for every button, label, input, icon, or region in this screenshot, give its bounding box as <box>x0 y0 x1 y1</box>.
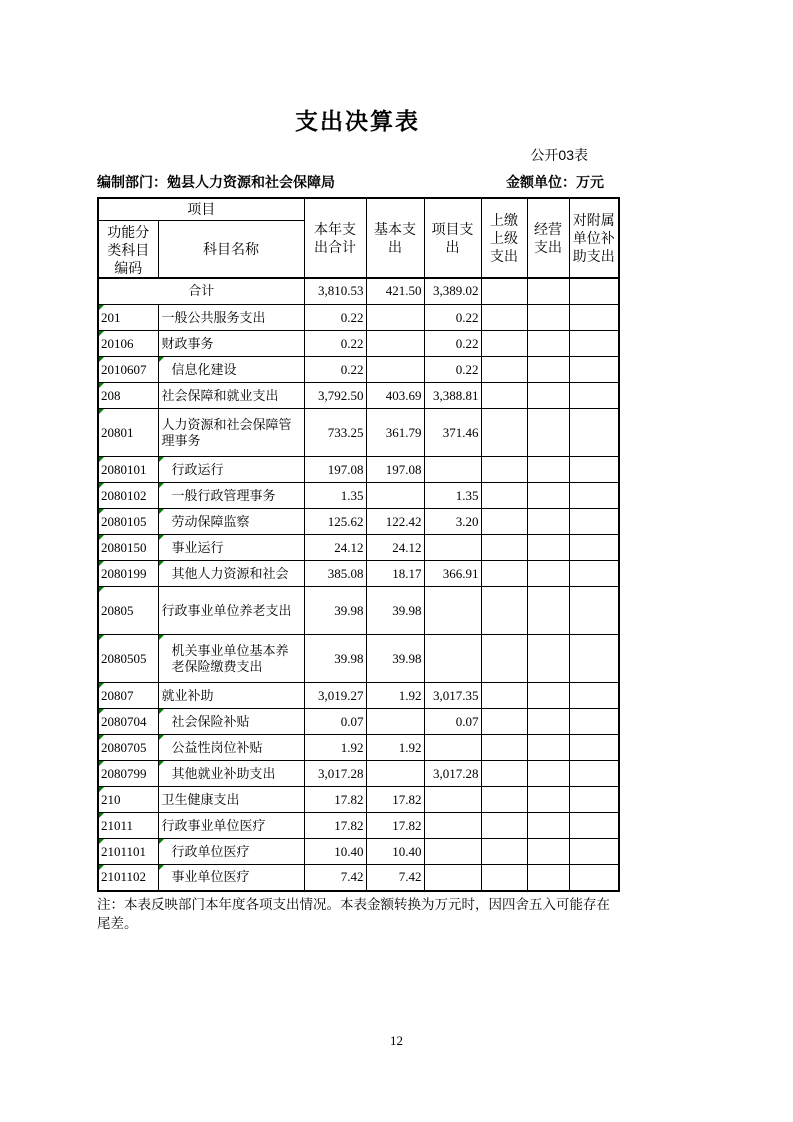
subject-name-cell <box>158 457 304 483</box>
cell-corner-marker-icon <box>159 709 164 714</box>
affiliated-cell <box>569 839 619 865</box>
subject-code-cell <box>98 813 158 839</box>
table-row <box>98 839 619 865</box>
basic-cell <box>366 357 424 383</box>
cell-corner-marker-icon <box>99 331 104 336</box>
table-row <box>98 561 619 587</box>
cell-corner-marker-icon <box>99 357 104 362</box>
project-cell: 0.22 <box>424 305 481 331</box>
operating-cell <box>527 535 569 561</box>
project-cell <box>424 535 481 561</box>
table-row <box>98 761 619 787</box>
basic-cell: 17.82 <box>366 787 424 813</box>
subject-code-cell <box>98 409 158 457</box>
subject-name: 公益性岗位补贴 <box>171 739 263 755</box>
basic-cell <box>366 709 424 735</box>
project-cell <box>424 635 481 683</box>
cell-corner-marker-icon <box>99 865 104 870</box>
table-row <box>98 813 619 839</box>
upper-cell <box>481 787 527 813</box>
subject-code-cell <box>98 331 158 357</box>
cell-corner-marker-icon <box>159 635 164 640</box>
basic-cell: 1.92 <box>366 735 424 761</box>
expenditure-table <box>97 197 620 892</box>
table-row <box>98 683 619 709</box>
table-row <box>98 587 619 635</box>
basic-cell <box>366 331 424 357</box>
year-total-cell: 39.98 <box>304 587 366 635</box>
subject-name: 事业运行 <box>171 539 224 555</box>
cell-corner-marker-icon <box>99 813 104 818</box>
subject-name-cell <box>158 383 304 409</box>
header-subject-name: 科目名称 <box>158 220 304 278</box>
subject-name: 其他人力资源和社会 <box>171 565 289 581</box>
year-total-cell: 17.82 <box>304 787 366 813</box>
subject-code-cell <box>98 457 158 483</box>
project-cell <box>424 839 481 865</box>
subject-name: 行政事业单位养老支出 <box>161 602 292 618</box>
subject-name: 行政运行 <box>171 461 224 477</box>
subject-code-cell <box>98 683 158 709</box>
subject-name-cell <box>158 483 304 509</box>
affiliated-cell <box>569 683 619 709</box>
subject-name: 信息化建设 <box>171 361 237 377</box>
upper-cell <box>481 561 527 587</box>
operating-cell <box>527 483 569 509</box>
cell-corner-marker-icon <box>99 683 104 688</box>
affiliated-cell <box>569 813 619 839</box>
total-affiliated-cell <box>569 278 619 305</box>
subject-name-cell <box>158 635 304 683</box>
operating-cell <box>527 865 569 891</box>
upper-cell <box>481 839 527 865</box>
affiliated-cell <box>569 635 619 683</box>
upper-cell <box>481 409 527 457</box>
project-cell: 3.20 <box>424 509 481 535</box>
cell-corner-marker-icon <box>99 735 104 740</box>
total-label-cell: 合计 <box>98 278 304 305</box>
year-total-cell: 3,019.27 <box>304 683 366 709</box>
operating-cell <box>527 305 569 331</box>
table-row <box>98 509 619 535</box>
basic-cell: 1.92 <box>366 683 424 709</box>
subject-code: 208 <box>101 387 121 403</box>
year-total-cell: 3,792.50 <box>304 383 366 409</box>
cell-corner-marker-icon <box>99 587 104 592</box>
table-row <box>98 305 619 331</box>
upper-cell <box>481 709 527 735</box>
affiliated-cell <box>569 787 619 813</box>
upper-cell <box>481 635 527 683</box>
total-operating-cell <box>527 278 569 305</box>
subject-code: 2010607 <box>101 361 147 377</box>
upper-cell <box>481 587 527 635</box>
subject-code-cell <box>98 305 158 331</box>
cell-corner-marker-icon <box>99 457 104 462</box>
subject-name: 社会保险补贴 <box>171 713 250 729</box>
year-total-cell: 0.07 <box>304 709 366 735</box>
subject-code: 2080150 <box>101 539 147 555</box>
header-operating-expenditure: 经营支出 <box>527 198 569 278</box>
subject-code: 2101102 <box>101 869 147 885</box>
affiliated-cell <box>569 761 619 787</box>
affiliated-cell <box>569 561 619 587</box>
meta-row <box>97 172 618 192</box>
subject-name-cell <box>158 587 304 635</box>
subject-name-cell <box>158 787 304 813</box>
basic-cell: 17.82 <box>366 813 424 839</box>
year-total-cell: 10.40 <box>304 839 366 865</box>
subject-code: 20106 <box>101 335 134 351</box>
subject-code: 2080101 <box>101 461 147 477</box>
cell-corner-marker-icon <box>99 635 104 640</box>
affiliated-cell <box>569 509 619 535</box>
basic-cell: 39.98 <box>366 635 424 683</box>
basic-cell <box>366 483 424 509</box>
operating-cell <box>527 683 569 709</box>
basic-cell: 122.42 <box>366 509 424 535</box>
subject-name: 行政单位医疗 <box>171 843 250 859</box>
affiliated-cell <box>569 483 619 509</box>
header-affiliated-subsidy: 对附属单位补助支出 <box>569 198 619 278</box>
subject-name: 人力资源和社会保障管理事务 <box>161 416 292 448</box>
page-number: 12 <box>390 1033 403 1048</box>
subject-code: 2080799 <box>101 765 147 781</box>
project-cell <box>424 787 481 813</box>
year-total-cell: 0.22 <box>304 331 366 357</box>
header-project-expenditure: 项目支出 <box>424 198 481 278</box>
subject-code: 210 <box>101 791 121 807</box>
cell-corner-marker-icon <box>99 305 104 310</box>
subject-name-cell <box>158 357 304 383</box>
operating-cell <box>527 409 569 457</box>
operating-cell <box>527 383 569 409</box>
affiliated-cell <box>569 709 619 735</box>
subject-name: 卫生健康支出 <box>161 791 240 807</box>
subject-code-cell <box>98 761 158 787</box>
table-row <box>98 357 619 383</box>
subject-code-cell <box>98 735 158 761</box>
basic-cell: 39.98 <box>366 587 424 635</box>
cell-corner-marker-icon <box>159 839 164 844</box>
footnote: 注：本表反映部门本年度各项支出情况。本表金额转换为万元时，因四舍五入可能存在尾差。 <box>97 896 610 931</box>
subject-code-cell <box>98 357 158 383</box>
project-cell <box>424 813 481 839</box>
year-total-cell: 3,017.28 <box>304 761 366 787</box>
year-total-cell: 0.22 <box>304 305 366 331</box>
project-cell: 1.35 <box>424 483 481 509</box>
upper-cell <box>481 483 527 509</box>
year-total-cell: 17.82 <box>304 813 366 839</box>
upper-cell <box>481 535 527 561</box>
subject-code: 2080704 <box>101 713 147 729</box>
affiliated-cell <box>569 735 619 761</box>
subject-name: 其他就业补助支出 <box>171 765 276 781</box>
operating-cell <box>527 813 569 839</box>
subject-name: 就业补助 <box>161 687 214 703</box>
subject-name-cell <box>158 735 304 761</box>
operating-cell <box>527 331 569 357</box>
total-upper-cell <box>481 278 527 305</box>
table-row <box>98 409 619 457</box>
subject-code: 2080102 <box>101 487 147 503</box>
total-basic-cell: 421.50 <box>366 278 424 305</box>
subject-code-cell <box>98 509 158 535</box>
table-row <box>98 331 619 357</box>
cell-corner-marker-icon <box>159 509 164 514</box>
project-cell: 3,017.28 <box>424 761 481 787</box>
document-content <box>97 0 618 933</box>
header-basic-expenditure: 基本支出 <box>366 198 424 278</box>
subject-code-cell <box>98 383 158 409</box>
total-year-total-cell: 3,810.53 <box>304 278 366 305</box>
table-row <box>98 787 619 813</box>
form-number-label: 公开03表 <box>530 147 588 163</box>
upper-cell <box>481 457 527 483</box>
subject-code-cell <box>98 635 158 683</box>
subject-name-cell <box>158 509 304 535</box>
upper-cell <box>481 735 527 761</box>
upper-cell <box>481 357 527 383</box>
subject-name-cell <box>158 709 304 735</box>
cell-corner-marker-icon <box>99 535 104 540</box>
project-cell: 3,017.35 <box>424 683 481 709</box>
cell-corner-marker-icon <box>159 735 164 740</box>
project-cell <box>424 865 481 891</box>
amount-unit-label: 金额单位：万元 <box>506 174 604 190</box>
subject-name: 社会保障和就业支出 <box>161 387 279 403</box>
subject-name: 劳动保障监察 <box>171 513 250 529</box>
subject-name: 一般行政管理事务 <box>171 487 276 503</box>
table-header <box>98 198 619 278</box>
upper-cell <box>481 813 527 839</box>
subject-name-cell <box>158 865 304 891</box>
subject-name-cell <box>158 761 304 787</box>
total-row <box>98 278 619 305</box>
year-total-cell: 39.98 <box>304 635 366 683</box>
subject-code: 2080505 <box>101 650 147 666</box>
subject-name-cell <box>158 683 304 709</box>
affiliated-cell <box>569 457 619 483</box>
subject-name-cell <box>158 535 304 561</box>
operating-cell <box>527 587 569 635</box>
subject-code: 2080705 <box>101 739 147 755</box>
cell-corner-marker-icon <box>99 561 104 566</box>
project-cell: 0.07 <box>424 709 481 735</box>
page-title: 支出决算表 <box>295 108 420 134</box>
operating-cell <box>527 457 569 483</box>
affiliated-cell <box>569 357 619 383</box>
operating-cell <box>527 787 569 813</box>
header-year-total: 本年支出合计 <box>304 198 366 278</box>
cell-corner-marker-icon <box>159 357 164 362</box>
operating-cell <box>527 839 569 865</box>
subject-name: 行政事业单位医疗 <box>161 817 266 833</box>
header-project-group: 项目 <box>98 198 304 220</box>
cell-corner-marker-icon <box>159 483 164 488</box>
basic-cell: 18.17 <box>366 561 424 587</box>
cell-corner-marker-icon <box>159 761 164 766</box>
cell-corner-marker-icon <box>159 561 164 566</box>
operating-cell <box>527 761 569 787</box>
table-row <box>98 735 619 761</box>
total-project-cell: 3,389.02 <box>424 278 481 305</box>
operating-cell <box>527 635 569 683</box>
subject-code-cell <box>98 787 158 813</box>
subject-code-cell <box>98 865 158 891</box>
basic-cell: 10.40 <box>366 839 424 865</box>
cell-corner-marker-icon <box>159 535 164 540</box>
subject-name: 事业单位医疗 <box>171 869 250 885</box>
project-cell: 0.22 <box>424 357 481 383</box>
basic-cell: 197.08 <box>366 457 424 483</box>
cell-corner-marker-icon <box>99 509 104 514</box>
upper-cell <box>481 761 527 787</box>
upper-cell <box>481 305 527 331</box>
affiliated-cell <box>569 865 619 891</box>
cell-corner-marker-icon <box>159 457 164 462</box>
basic-cell: 361.79 <box>366 409 424 457</box>
subject-code-cell <box>98 483 158 509</box>
subject-code: 201 <box>101 309 121 325</box>
year-total-cell: 1.35 <box>304 483 366 509</box>
project-cell: 366.91 <box>424 561 481 587</box>
table-row <box>98 457 619 483</box>
table-row <box>98 865 619 891</box>
year-total-cell: 733.25 <box>304 409 366 457</box>
affiliated-cell <box>569 383 619 409</box>
year-total-cell: 0.22 <box>304 357 366 383</box>
subject-name-cell <box>158 305 304 331</box>
subject-code: 20807 <box>101 687 134 703</box>
project-cell: 0.22 <box>424 331 481 357</box>
year-total-cell: 7.42 <box>304 865 366 891</box>
subject-code: 2101101 <box>101 843 147 859</box>
affiliated-cell <box>569 587 619 635</box>
subject-code: 2080199 <box>101 565 147 581</box>
project-cell <box>424 457 481 483</box>
subject-name: 一般公共服务支出 <box>161 309 266 325</box>
affiliated-cell <box>569 331 619 357</box>
year-total-cell: 385.08 <box>304 561 366 587</box>
upper-cell <box>481 383 527 409</box>
operating-cell <box>527 709 569 735</box>
subject-code: 20801 <box>101 424 134 440</box>
affiliated-cell <box>569 535 619 561</box>
year-total-cell: 197.08 <box>304 457 366 483</box>
upper-cell <box>481 865 527 891</box>
cell-corner-marker-icon <box>99 409 104 414</box>
table-row <box>98 635 619 683</box>
subject-name-cell <box>158 409 304 457</box>
basic-cell <box>366 761 424 787</box>
affiliated-cell <box>569 409 619 457</box>
subject-code: 2080105 <box>101 513 147 529</box>
affiliated-cell <box>569 305 619 331</box>
subject-name: 机关事业单位基本养老保险缴费支出 <box>171 642 289 674</box>
cell-corner-marker-icon <box>159 865 164 870</box>
subject-name-cell <box>158 813 304 839</box>
table-row <box>98 383 619 409</box>
subject-name: 财政事务 <box>161 335 214 351</box>
subject-code-cell <box>98 709 158 735</box>
upper-cell <box>481 683 527 709</box>
header-upper-level-expenditure: 上缴上级支出 <box>481 198 527 278</box>
subject-code-cell <box>98 587 158 635</box>
subject-code-cell <box>98 561 158 587</box>
year-total-cell: 24.12 <box>304 535 366 561</box>
subject-name-cell <box>158 561 304 587</box>
table-row <box>98 535 619 561</box>
cell-corner-marker-icon <box>99 483 104 488</box>
year-total-cell: 125.62 <box>304 509 366 535</box>
prepared-by-label: 编制部门：勉县人力资源和社会保障局 <box>97 174 335 190</box>
project-cell: 3,388.81 <box>424 383 481 409</box>
operating-cell <box>527 561 569 587</box>
cell-corner-marker-icon <box>99 383 104 388</box>
subject-code: 20805 <box>101 602 134 618</box>
project-cell: 371.46 <box>424 409 481 457</box>
year-total-cell: 1.92 <box>304 735 366 761</box>
header-subject-code: 功能分类科目编码 <box>98 220 158 278</box>
cell-corner-marker-icon <box>99 761 104 766</box>
project-cell <box>424 587 481 635</box>
operating-cell <box>527 735 569 761</box>
basic-cell: 24.12 <box>366 535 424 561</box>
table-row <box>98 483 619 509</box>
basic-cell: 403.69 <box>366 383 424 409</box>
table-body <box>98 278 619 891</box>
upper-cell <box>481 509 527 535</box>
subject-code: 21011 <box>101 817 134 833</box>
subject-code-cell <box>98 535 158 561</box>
basic-cell: 7.42 <box>366 865 424 891</box>
project-cell <box>424 735 481 761</box>
upper-cell <box>481 331 527 357</box>
cell-corner-marker-icon <box>99 787 104 792</box>
cell-corner-marker-icon <box>99 709 104 714</box>
basic-cell <box>366 305 424 331</box>
table-row <box>98 709 619 735</box>
operating-cell <box>527 509 569 535</box>
operating-cell <box>527 357 569 383</box>
subject-code-cell <box>98 839 158 865</box>
subject-name-cell <box>158 331 304 357</box>
subject-name-cell <box>158 839 304 865</box>
cell-corner-marker-icon <box>99 839 104 844</box>
